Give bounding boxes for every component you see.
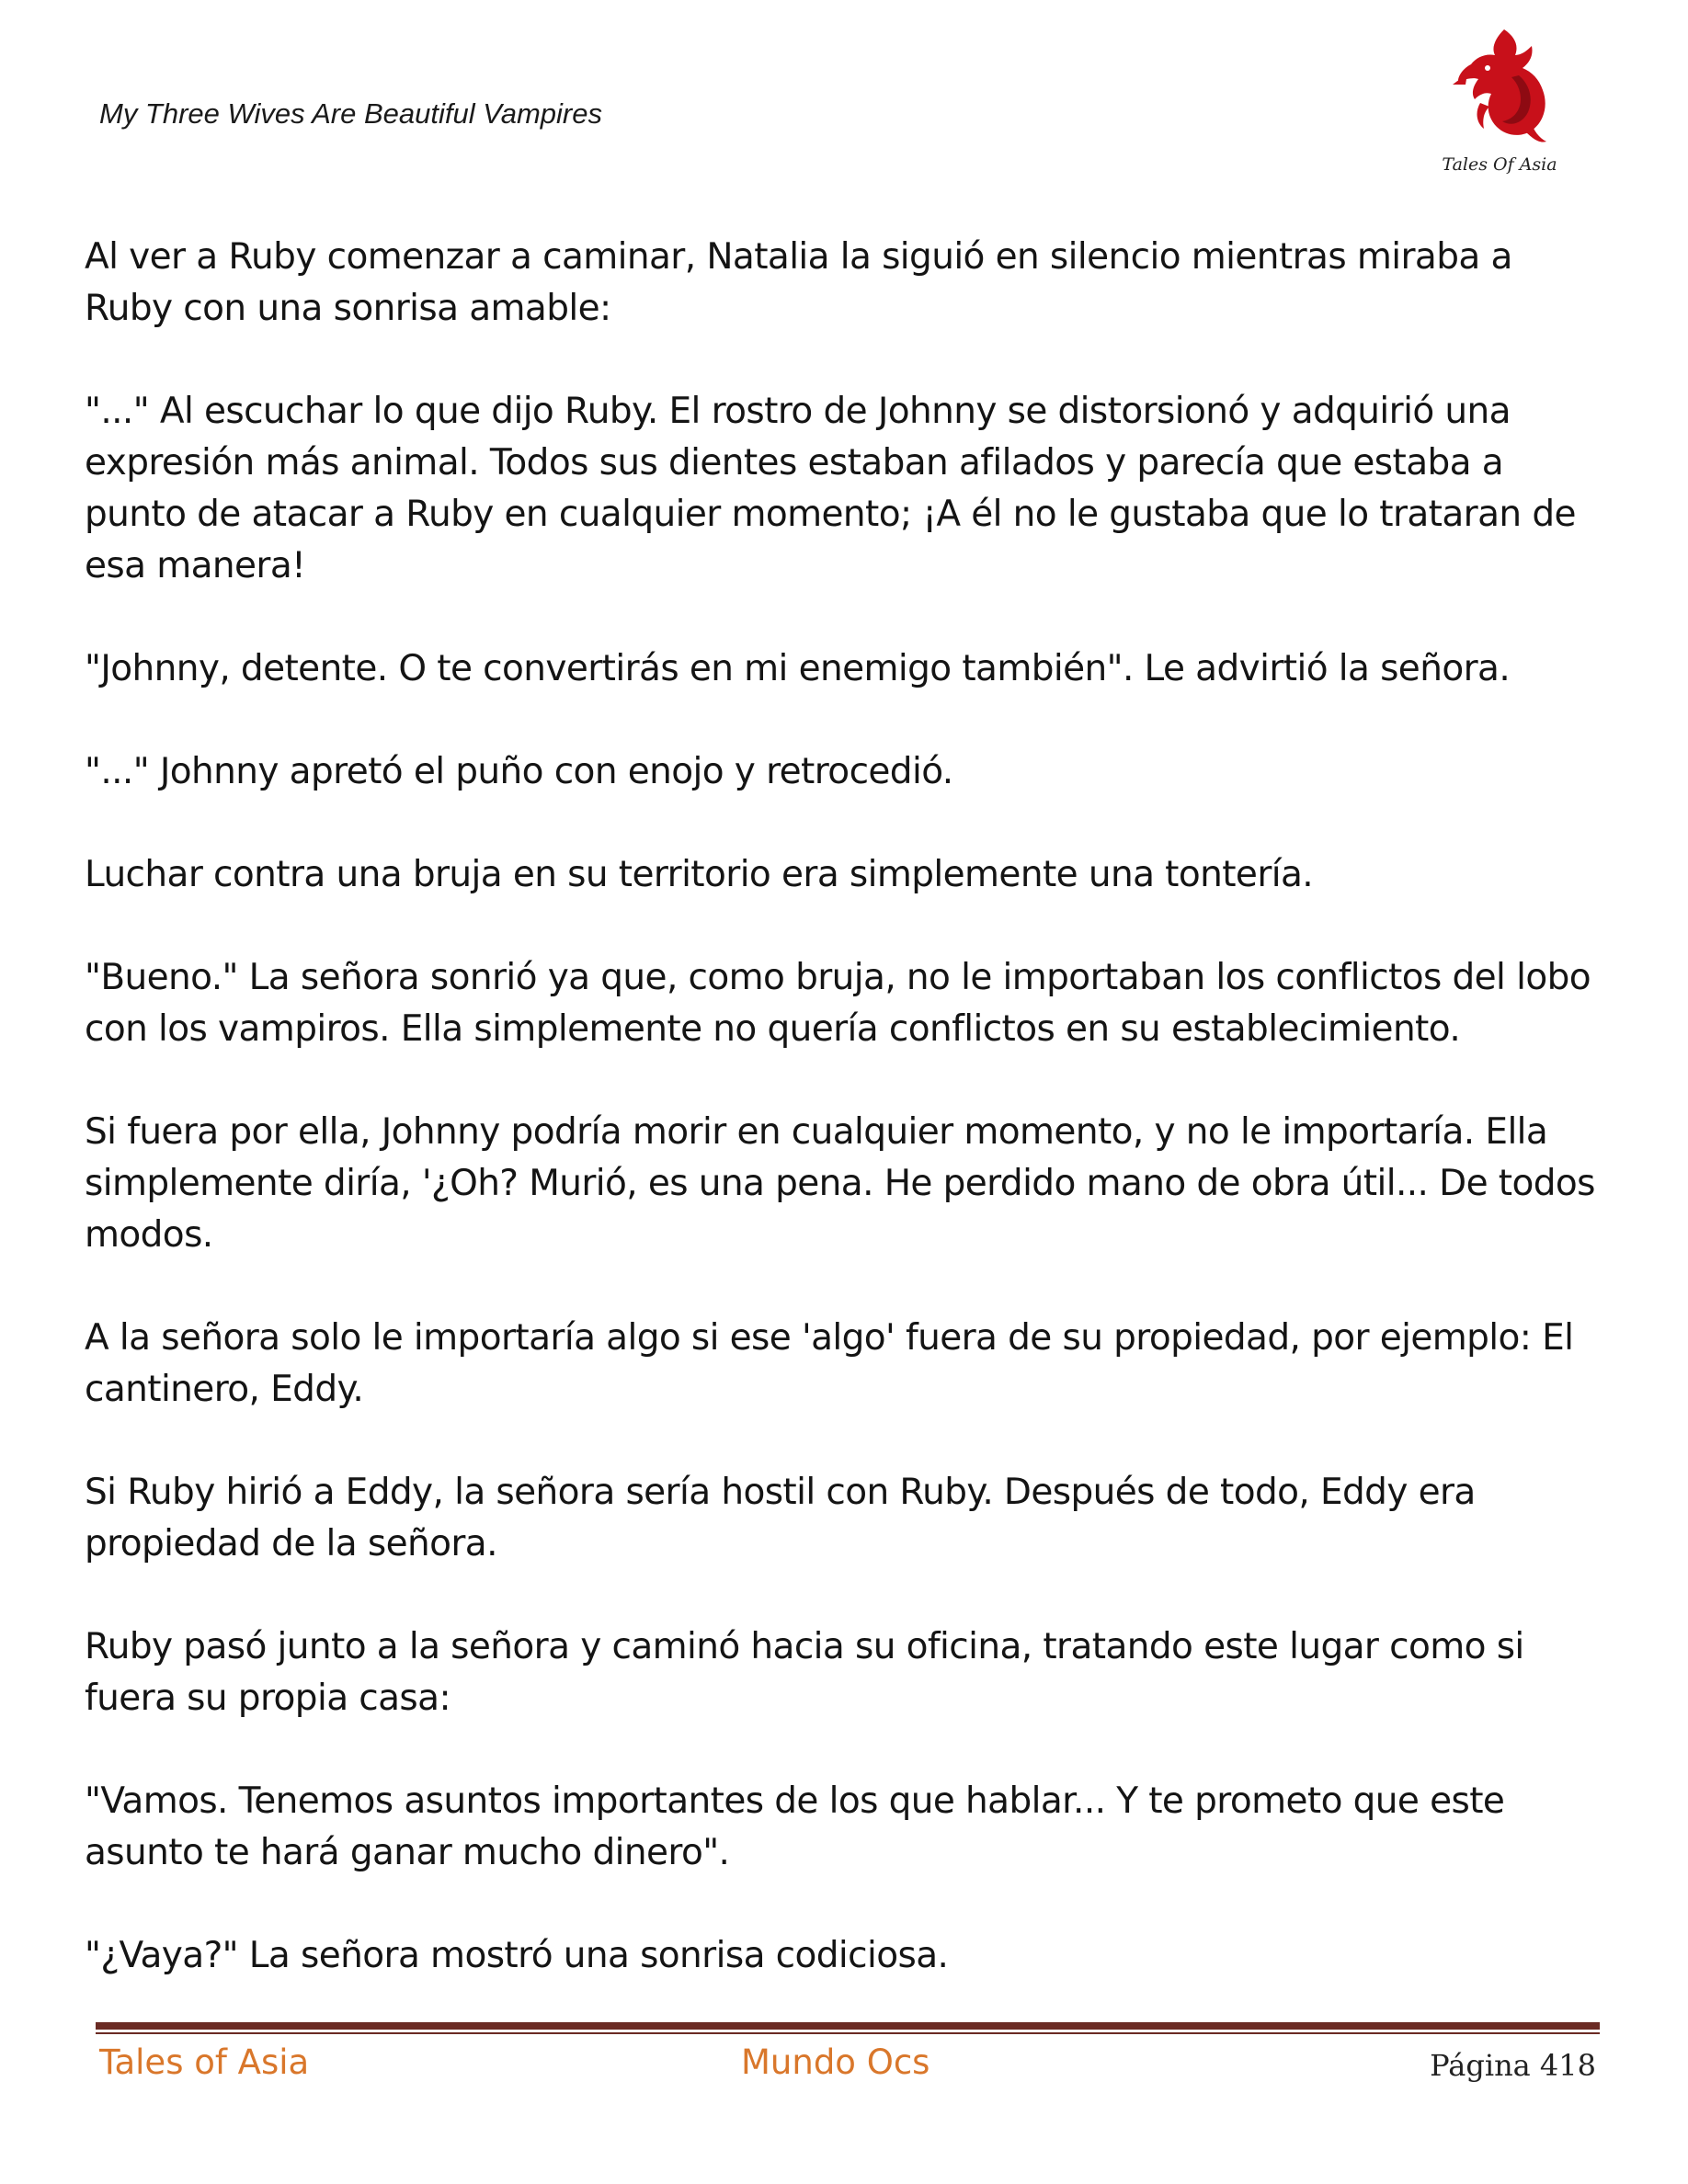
footer-divider-thin	[96, 2032, 1600, 2034]
footer-translator: Mundo Ocs	[741, 2042, 930, 2082]
paragraph: "¿Vaya?" La señora mostró una sonrisa codiciosa.	[85, 1935, 949, 1976]
tales-of-asia-logo	[1431, 20, 1568, 178]
chapter-body	[85, 232, 1611, 2033]
footer-divider	[96, 2022, 1600, 2030]
paragraph: "..." Johnny apretó el puño con enojo y retrocedió.	[85, 751, 953, 792]
paragraph: "Johnny, detente. O te convertirás en mi enemigo también". Le advirtió la señora.	[85, 648, 1511, 689]
paragraph: A la señora solo le importaría algo si ese 'algo' fuera de su propiedad, por ejemplo: El cantinero, Eddy.	[85, 1317, 1574, 1410]
paragraph: Luchar contra una bruja en su territorio era simplemente una tontería.	[85, 854, 1314, 895]
paragraph: "..." Al escuchar lo que dijo Ruby. El rostro de Johnny se distorsionó y adquirió una expresión más animal. Todos sus dientes estaban afilados y parecía que estaba a punto de atacar a Ruby en cualquier momento; ¡A él no le gustaba que lo trataran de esa manera!	[85, 391, 1576, 586]
paragraph: "Bueno." La señora sonrió ya que, como bruja, no le importaban los conflictos del lobo con los vampiros. Ella simplemente no quería conflictos en su establecimiento.	[85, 957, 1591, 1050]
paragraph: Si Ruby hirió a Eddy, la señora sería hostil con Ruby. Después de todo, Eddy era propiedad de la señora.	[85, 1472, 1476, 1564]
logo-label: Tales Of Asia	[1442, 154, 1557, 175]
page-number: Página 418	[1430, 2048, 1596, 2083]
paragraph: Al ver a Ruby comenzar a caminar, Natalia la siguió en silencio mientras miraba a Ruby con una sonrisa amable:	[85, 236, 1512, 329]
book-title: My Three Wives Are Beautiful Vampires	[99, 97, 602, 130]
paragraph: Si fuera por ella, Johnny podría morir en cualquier momento, y no le importaría. Ella simplemente diría, '¿Oh? Murió, es una pena. He perdido mano de obra útil... De todos modos.	[85, 1111, 1595, 1256]
footer-publisher: Tales of Asia	[99, 2042, 310, 2082]
paragraph: Ruby pasó junto a la señora y caminó hacia su oficina, tratando este lugar como si fuera su propia casa:	[85, 1626, 1524, 1719]
paragraph: "Vamos. Tenemos asuntos importantes de los que hablar... Y te prometo que este asunto te hará ganar mucho dinero".	[85, 1780, 1505, 1873]
